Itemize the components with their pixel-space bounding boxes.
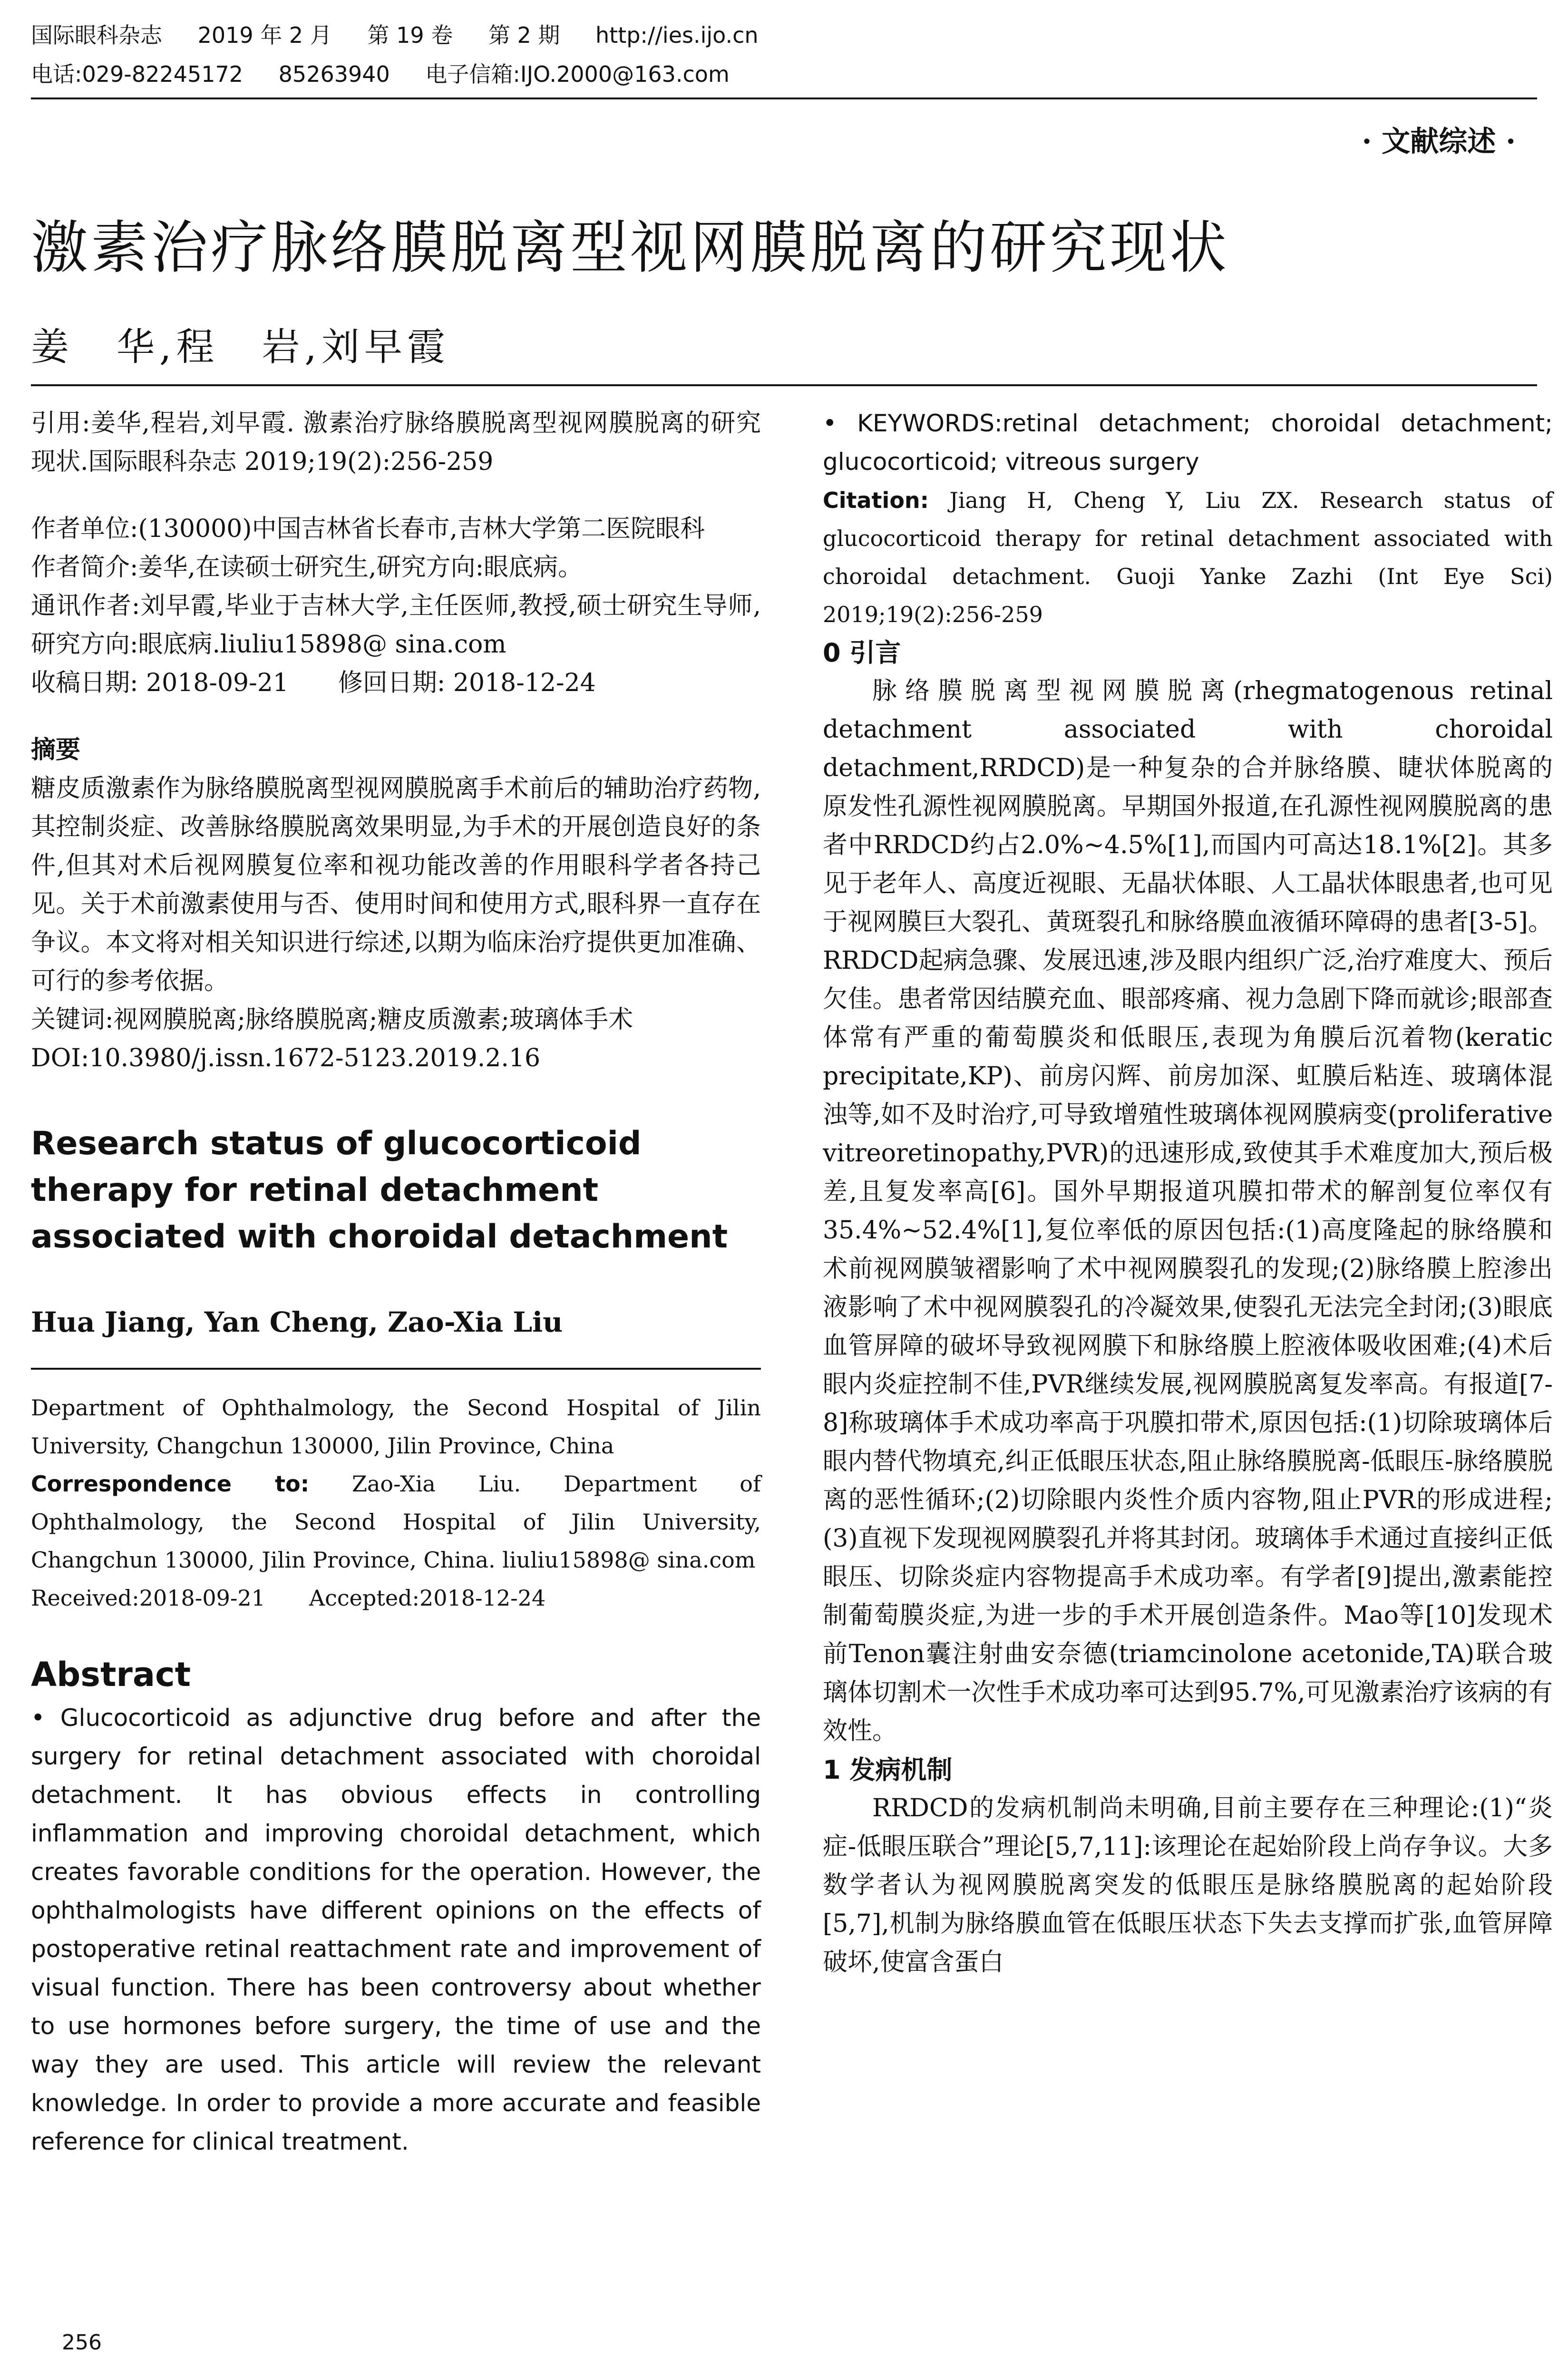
affiliation-cn: 作者单位:(130000)中国吉林省长春市,吉林大学第二医院眼科: [31, 515, 705, 543]
intro-heading: 0 引言: [823, 638, 901, 668]
journal-url[interactable]: http://ies.ijo.cn: [595, 22, 759, 48]
abstract-en: • Glucocorticoid as adjunctive drug before and after the surgery for retinal detachment associated with choroidal detachment. It has obvious effects in controlling inflammation and improving choroidal detachment, which creates favorable conditions for the operation. However, the ophthalmologists have different opinions on the effects of postoperative retinal reattachment rate and improvement of visual function. There has been controversy about whether to use hormones before surgery, the time of use and the way they are used. This article will review the relevant knowledge. In order to provide a more accurate and feasible reference for clinical treatment.: [31, 1704, 761, 2155]
department-en: Department of Ophthalmology, the Second Hospital of Jilin University, Changchun 130000, Jilin Province, China: [31, 1395, 761, 1459]
article-title: 激素治疗脉络膜脱离型视网膜脱离的研究现状: [31, 215, 1229, 281]
doi: DOI:10.3980/j.issn.1672-5123.2019.2.16: [31, 1044, 541, 1072]
phone2: 85263940: [278, 61, 390, 87]
page-number: 256: [62, 2330, 102, 2355]
right-column: [823, 404, 1553, 1982]
abstract-cn: 糖皮质激素作为脉络膜脱离型视网膜脱离手术前后的辅助治疗药物,其控制炎症、改善脉络膜脱离效果明显,为手术的开展创造良好的条件,但其对术后视网膜复位率和视功能改善的作用眼科学者各持己见。关于术前激素使用与否、使用时间和使用方式,眼科界一直存在争议。本文将对相关知识进行综述,以期为临床治疗提供更加准确、可行的参考依据。: [31, 774, 761, 995]
volume: 第 19 卷: [367, 22, 453, 48]
title-en: Research status of glucocorticoid therapy for retinal detachment associated with choroidal detachment: [31, 1125, 728, 1256]
left-column: [31, 404, 761, 2161]
section1-heading: 1 发病机制: [823, 1755, 953, 1785]
section1-text: RRDCD的发病机制尚未明确,目前主要存在三种理论:(1)“炎症-低眼压联合”理论[5,7,11]:该理论在起始阶段上尚存争议。大多数学者认为视网膜脱离突发的低眼压是脉络膜脱离的起始阶段[5,7],机制为脉络膜血管在低眼压状态下失去支撑而扩张,血管屏障破坏,使富含蛋白: [823, 1794, 1553, 1977]
article-authors: 姜 华,程 岩,刘早霞: [31, 325, 450, 369]
bio-cn: 作者简介:姜华,在读硕士研究生,研究方向:眼底病。: [31, 553, 583, 582]
citation-text: Jiang H, Cheng Y, Liu ZX. Research status of glucocorticoid therapy for retinal detachment associated with choroidal detachment. Guoji Yanke Zazhi (Int Eye Sci) 2019;19(2):256-259: [823, 487, 1553, 627]
intro-text: 脉络膜脱离型视网膜脱离(rhegmatogenous retinal detachment associated with choroidal detachment,RRDCD)是一种复杂的合并脉络膜、睫状体脱离的原发性孔源性视网膜脱离。早期国外报道,在孔源性视网膜脱离的患者中RRDCD约占2.0%~4.5%[1],而国内可高达18.1%[2]。其多见于老年人、高度近视眼、无晶状体眼、人工晶状体眼患者,也可见于视网膜巨大裂孔、黄斑裂孔和脉络膜血液循环障碍的患者[3-5]。RRDCD起病急骤、发展迅速,涉及眼内组织广泛,治疗难度大、预后欠佳。患者常因结膜充血、眼部疼痛、视力急剧下降而就诊;眼部查体常有严重的葡萄膜炎和低眼压,表现为角膜后沉着物(keratic precipitate,KP)、前房闪辉、前房加深、虹膜后粘连、玻璃体混浊等,如不及时治疗,可导致增殖性玻璃体视网膜病变(proliferative vitreoretinopathy,PVR)的迅速形成,致使其手术难度加大,预后极差,且复发率高[6]。国外早期报道巩膜扣带术的解剖复位率仅有35.4%~52.4%[1],复位率低的原因包括:(1)高度隆起的脉络膜和术前视网膜皱褶影响了术中视网膜裂孔的发现;(2)脉络膜上腔渗出液影响了术中视网膜裂孔的冷凝效果,使裂孔无法完全封闭;(3)眼底血管屏障的破坏导致视网膜下和脉络膜上腔液体吸收困难;(4)术后眼内炎症控制不佳,PVR继续发展,视网膜脱离复发率高。有报道[7-8]称玻璃体手术成功率高于巩膜扣带术,原因包括:(1)切除玻璃体后眼内替代物填充,纠正低眼压状态,阻止脉络膜脱离-低眼压-脉络膜脱离的恶性循环;(2)切除眼内炎性介质内容物,阻止PVR的形成进程;(3)直视下发现视网膜裂孔并将其封闭。玻璃体手术通过直接纠正低眼压、切除炎症内容物提高手术成功率。有学者[9]提出,激素能控制葡萄膜炎症,为进一步的手术开展创造条件。Mao等[10]发现术前Tenon囊注射曲安奈德(triamcinolone acetonide,TA)联合玻璃体切割术一次性手术成功率可达到95.7%,可见激素治疗该病的有效性。: [823, 677, 1553, 1745]
abstract-heading-en: Abstract: [31, 1655, 191, 1694]
issue: 第 2 期: [488, 22, 560, 48]
abstract-heading-cn: 摘要: [31, 736, 81, 764]
received-en: Received:2018-09-21 Accepted:2018-12-24: [31, 1585, 546, 1611]
citation-en: [823, 481, 1553, 633]
correspondence-en: [31, 1465, 761, 1579]
journal-header-line2: [31, 57, 758, 88]
journal-header-line1: [31, 18, 787, 49]
dates-cn: 收稿日期: 2018-09-21 修回日期: 2018-12-24: [31, 669, 596, 697]
email[interactable]: 电子信箱:IJO.2000@163.com: [425, 61, 730, 87]
keywords-en: • KEYWORDS:retinal detachment; choroidal detachment; glucocorticoid; vitreous surgery: [823, 409, 1553, 476]
keywords-cn: 关键词:视网膜脱离;脉络膜脱离;糖皮质激素;玻璃体手术: [31, 1005, 633, 1034]
correspondence-text: Zao-Xia Liu. Department of Ophthalmology, the Second Hospital of Jilin University, Changchun 130000, Jilin Province, China. liuliu15898@ sina.com: [31, 1471, 761, 1573]
section-tag: · 文献综述 ·: [1362, 125, 1516, 158]
authors-en: Hua Jiang, Yan Cheng, Zao-Xia Liu: [31, 1306, 563, 1338]
authors-rule: [31, 1368, 761, 1370]
correspondence-label: Correspondence to:: [31, 1471, 310, 1497]
citation-label: Citation:: [823, 487, 929, 513]
issue-date: 2019 年 2 月: [197, 22, 332, 48]
citation-cn: 引用:姜华,程岩,刘早霞. 激素治疗脉络膜脱离型视网膜脱离的研究现状.国际眼科杂志 2019;19(2):256-259: [31, 409, 761, 476]
header-rule: [31, 97, 1537, 99]
corresponding-cn: 通讯作者:刘早霞,毕业于吉林大学,主任医师,教授,硕士研究生导师,研究方向:眼底病.liuliu15898@ sina.com: [31, 592, 761, 659]
title-rule: [31, 384, 1537, 386]
journal-name: 国际眼科杂志: [31, 22, 162, 48]
phone: 电话:029-82245172: [31, 61, 243, 87]
